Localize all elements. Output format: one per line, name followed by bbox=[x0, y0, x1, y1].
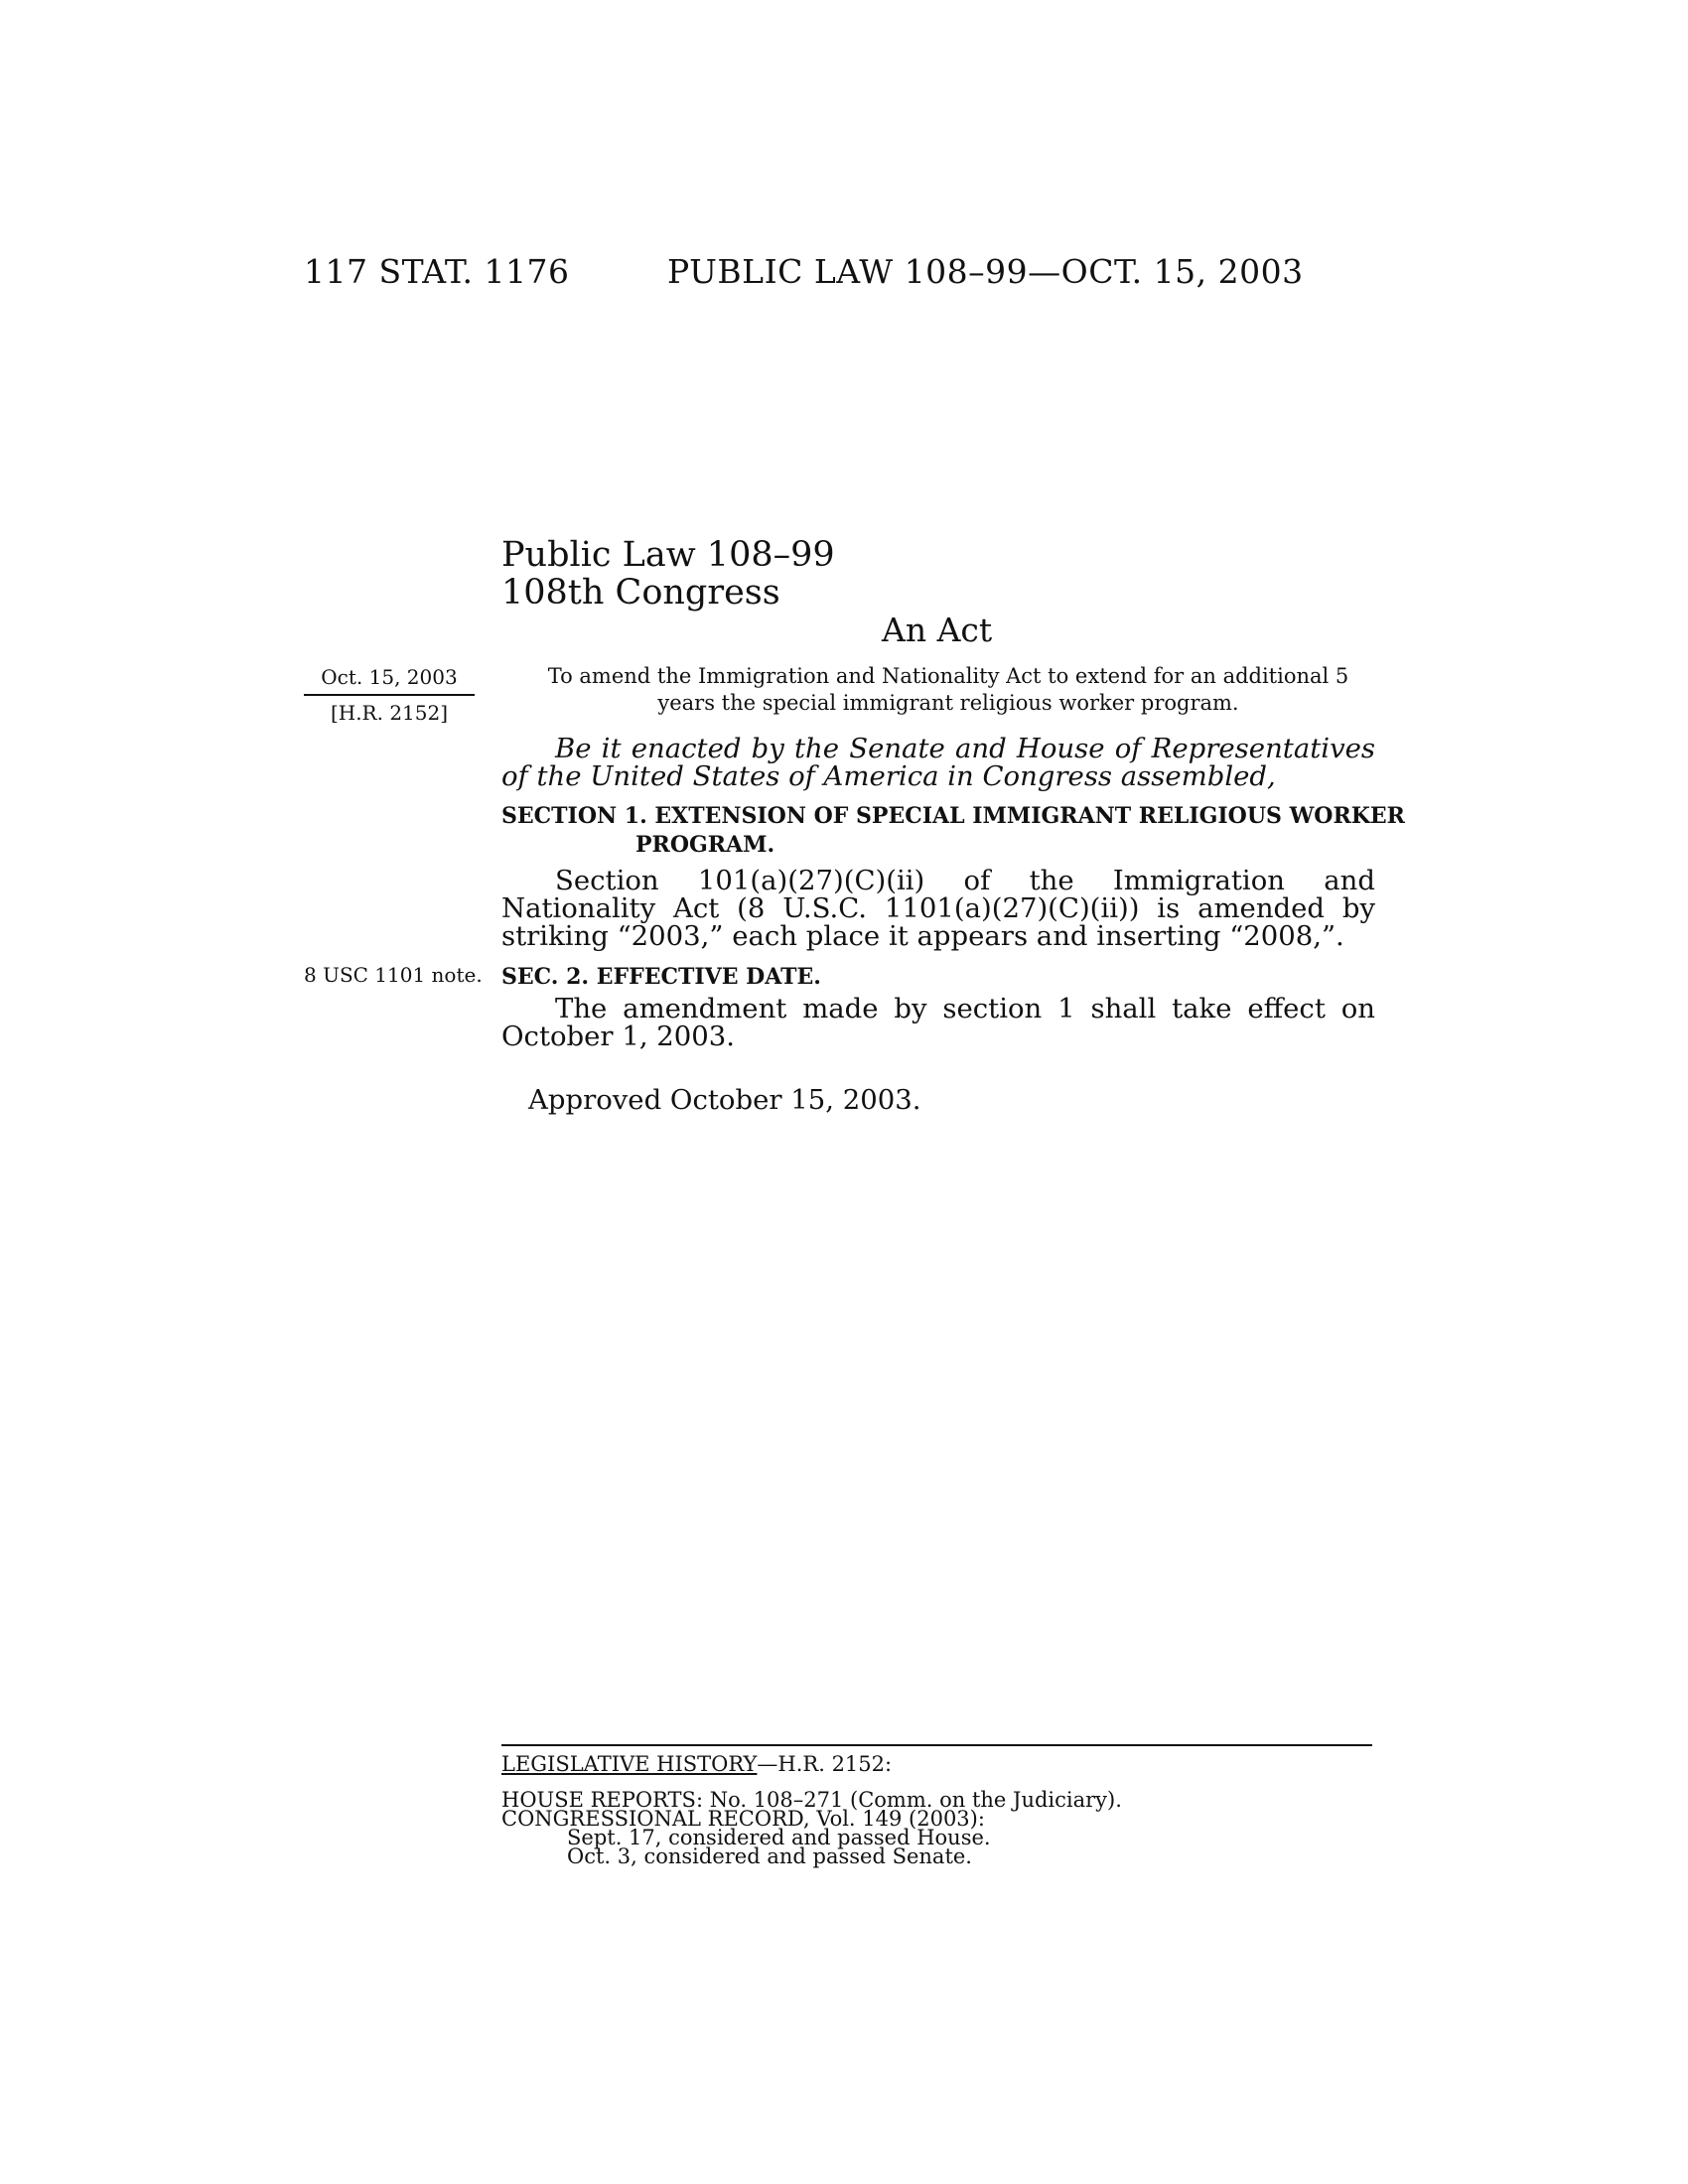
history-divider bbox=[501, 1744, 1372, 1746]
public-law-number: Public Law 108–99 bbox=[501, 535, 835, 575]
margin-date: Oct. 15, 2003 bbox=[321, 665, 458, 689]
an-act-heading: An Act bbox=[882, 611, 993, 649]
section-2-text: The amendment made by section 1 shall take effect on October 1, 2003. bbox=[501, 993, 1375, 1052]
house-reports-line: HOUSE REPORTS: No. 108–271 (Comm. on the Judiciary). bbox=[501, 1788, 1122, 1812]
legislative-history-list bbox=[501, 1788, 1122, 1868]
running-title: PUBLIC LAW 108–99—OCT. 15, 2003 bbox=[667, 252, 1304, 291]
legislative-history-heading bbox=[501, 1752, 892, 1776]
section-1-heading: SECTION 1. EXTENSION OF SPECIAL IMMIGRANT RELIGIOUS WORKER PROGRAM. bbox=[501, 803, 1405, 858]
section-1-text: Section 101(a)(27)(C)(ii) of the Immigration and Nationality Act (8 U.S.C. 1101(a)(27)(C)(ii)) is amended by striking “2003,” each place it appears and inserting “2008,”. bbox=[501, 865, 1375, 952]
margin-bill-number: [H.R. 2152] bbox=[330, 701, 449, 725]
history-action-senate: Oct. 3, considered and passed Senate. bbox=[567, 1844, 972, 1868]
long-title: To amend the Immigration and Nationality Act to extend for an additional 5 years the special immigrant religious worker program. bbox=[547, 664, 1349, 715]
margin-divider bbox=[304, 694, 475, 696]
margin-usc-note: 8 USC 1101 note. bbox=[304, 963, 483, 987]
congress-label: 108th Congress bbox=[501, 573, 780, 613]
congressional-record-line: CONGRESSIONAL RECORD, Vol. 149 (2003): bbox=[501, 1807, 985, 1831]
approval-line: Approved October 15, 2003. bbox=[528, 1084, 921, 1116]
legislative-history-label: LEGISLATIVE HISTORY bbox=[501, 1752, 758, 1776]
section-2-heading: SEC. 2. EFFECTIVE DATE. bbox=[501, 964, 821, 990]
enacting-clause: Be it enacted by the Senate and House of Representatives of the United States of America in Congress assembled, bbox=[501, 733, 1375, 792]
history-action-house: Sept. 17, considered and passed House. bbox=[567, 1826, 991, 1849]
stat-page-number: 117 STAT. 1176 bbox=[304, 252, 570, 291]
legislative-history-bill: —H.R. 2152: bbox=[757, 1752, 893, 1776]
